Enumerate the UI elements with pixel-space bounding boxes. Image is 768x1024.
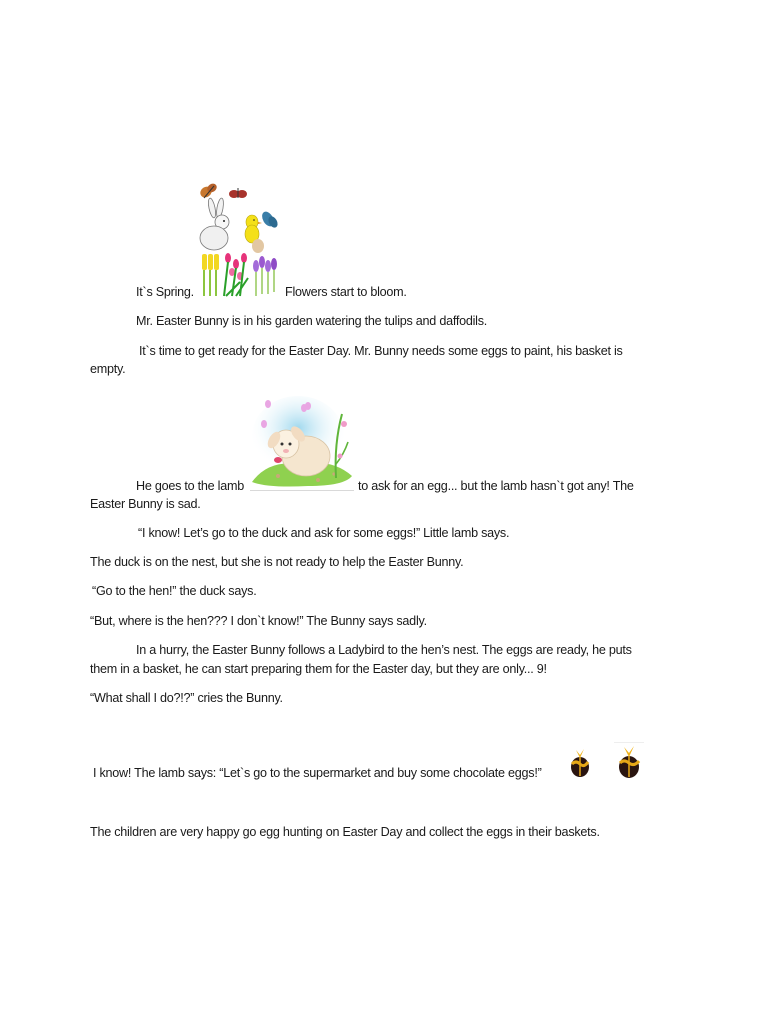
paragraph-duck-quote: “Go to the hen!” the duck says. [92,584,257,598]
paragraph-egg-hunting: The children are very happy go egg hunting on Easter Day and collect the eggs in their baskets. [90,825,600,839]
spring-clipart-image [196,182,282,298]
chocolate-egg-image-2 [614,742,644,779]
paragraph-spring-end: Flowers start to bloom. [285,285,407,299]
lamb-clipart-image [248,394,356,490]
butterfly-icon [198,182,218,200]
tulips-icon [202,253,277,296]
paragraph-easter-day-line1: It`s time to get ready for the Easter Day. Mr. Bunny needs some eggs to paint, his basket is [139,344,623,358]
paragraph-bunny-sad: “But, where is the hen??? I don`t know!” The Bunny says sadly. [90,614,427,628]
paragraph-lamb-line2: Easter Bunny is sad. [90,497,201,511]
paragraph-duck-nest: The duck is on the nest, but she is not ready to help the Easter Bunny. [90,555,464,569]
paragraph-lamb-end: to ask for an egg... but the lamb hasn`t got any! The [358,479,634,493]
chocolate-egg-icon [614,743,644,779]
paragraph-ladybird-line1: In a hurry, the Easter Bunny follows a Ladybird to the hen’s nest. The eggs are ready, he puts [136,643,632,657]
paragraph-spring-start: It`s Spring. [136,285,194,299]
paragraph-lamb-start: He goes to the lamb [136,479,244,493]
paragraph-easter-day-line2: empty. [90,362,126,376]
chick-icon [245,215,264,253]
paragraph-garden: Mr. Easter Bunny is in his garden watering the tulips and daffodils. [136,314,487,328]
paragraph-lamb-quote: “I know! Let’s go to the duck and ask for some eggs!” Little lamb says. [138,526,510,540]
chocolate-egg-image-1 [568,748,592,778]
chocolate-egg-icon [568,748,592,778]
paragraph-supermarket: I know! The lamb says: “Let`s go to the supermarket and buy some chocolate eggs!” [93,766,542,780]
image-frame-line [250,490,354,491]
paragraph-ladybird-line2: them in a basket, he can start preparing them for the Easter day, but they are only... 9! [90,662,547,676]
paragraph-what-shall-i-do: “What shall I do?!?” cries the Bunny. [90,691,283,705]
bunny-icon [200,198,229,250]
